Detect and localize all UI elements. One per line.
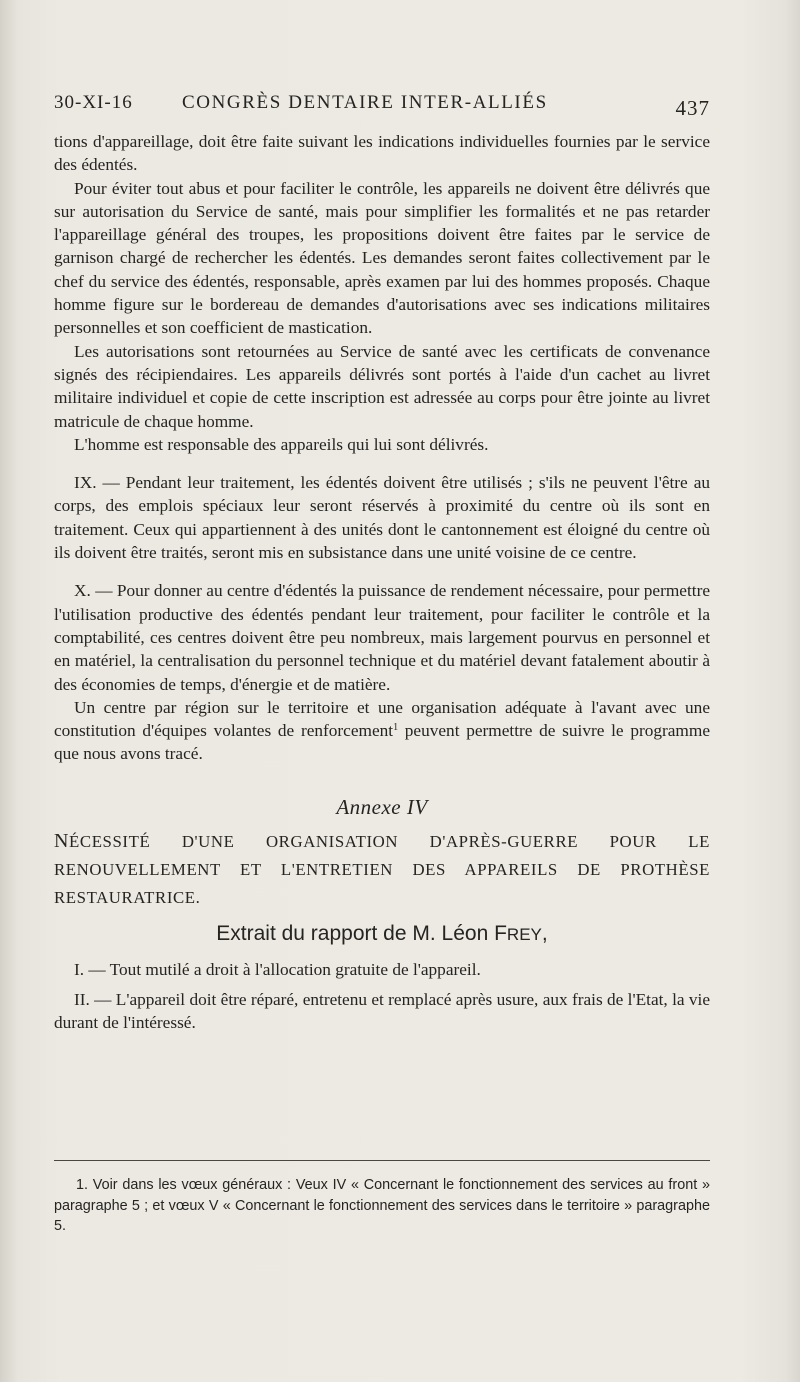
- paragraph-ix: IX. — Pendant leur traitement, les édentés doivent être utilisés ; s'ils ne peuvent l'être au corps, des emplois spéciaux leur seront réservés à proximité du centre où ils sont en traitement. Ceux qui appartiennent à des unités dont le cantonnement est éloigné du centre où ils doivent être traités, seront mis en subsistance dans une unité voisine de ce centre.: [54, 473, 710, 563]
- running-header: [54, 92, 710, 126]
- annex-heading-initial: N: [54, 830, 70, 853]
- footnote: [54, 1175, 710, 1237]
- paragraph-centre-end: peuvent permettre de suivre le programme que nous avons tracé.: [54, 721, 710, 764]
- paragraph-continued: tions d'appareillage, doit être faite suivant les indications individuelles fournies par le service des édentés.: [54, 132, 710, 175]
- paragraph-authorization: Pour éviter tout abus et pour faciliter le contrôle, les appareils ne doivent être délivrés que sur autorisation du Service de santé, mais pour simplifier les formalités et ne pas retarder l'appareillage général des troupes, les propositions doivent être faites par le service de garnison chargé de rechercher les édentés. Les demandes seront faites collectivement par le chef du service des édentés, responsable, après examen par lui des hommes proposés. Chaque homme figure sur le bordereau de demandes d'autorisations avec ses indications militaires personnelles et son coefficient de mastication.: [54, 178, 710, 338]
- paragraph-responsibility: L'homme est responsable des appareils qui lui sont délivrés.: [74, 434, 489, 454]
- paragraph-certificates: Les autorisations sont retournées au Service de santé avec les certificats de convenance signés des récipiendaires. Les appareils délivrés sont portés à l'aide d'un cachet au livret militaire individuel et copie de cette inscription est adressée au corps pour être jointe au livret matricule de chaque homme.: [54, 341, 710, 431]
- extract-name-rest: REY: [506, 925, 542, 945]
- annex-item-1: I. — Tout mutilé a droit à l'allocation gratuite de l'appareil.: [74, 960, 481, 980]
- extract-name-initial: F: [494, 922, 507, 946]
- extract-suffix: ,: [541, 922, 548, 946]
- footnote-marker: 1: [393, 722, 399, 734]
- header-title: CONGRÈS DENTAIRE INTER-ALLIÉS: [182, 92, 548, 113]
- annex-heading-text: ÉCESSITÉ D'UNE ORGANISATION D'APRÈS-GUERRE POUR LE RENOUVELLEMENT ET L'ENTRETIEN DES APPAREILS DE PROTHÈSE RESTAURATRICE.: [54, 832, 710, 908]
- main-text: [54, 130, 710, 1034]
- page-number: 437: [675, 96, 710, 120]
- report-extract-title: [54, 922, 710, 946]
- extract-prefix: Extrait du rapport de M. Léon: [216, 922, 495, 946]
- paragraph-x: X. — Pour donner au centre d'édentés la puissance de rendement nécessaire, pour permettre l'utilisation productive des édentés pendant leur traitement, pour faciliter le contrôle et la comptabilité, ces centres doivent être peu nombreux, mais largement pourvus en personnel et en matériel, la centralisation du personnel technique et du matériel devant fatalement aboutir à des économies de temps, d'énergie et de matière.: [54, 581, 710, 694]
- footnote-divider: [54, 1160, 710, 1161]
- paragraph-centre: [54, 696, 710, 766]
- header-date: 30-XI-16: [54, 92, 133, 113]
- annex-item-2: II. — L'appareil doit être réparé, entretenu et remplacé après usure, aux frais de l'Etat, la vie durant de l'intéressé.: [54, 989, 710, 1032]
- annex-title: Annexe IV: [336, 794, 428, 819]
- footnote-text: 1. Voir dans les vœux généraux : Veux IV « Concernant le fonctionnement des services au front » paragraphe 5 ; et vœux V « Concernant le fonctionnement des services dans le territoire » paragraphe 5.: [54, 1177, 710, 1234]
- annex-heading: [54, 827, 710, 912]
- paragraph-centre-text: Un centre par région sur le territoire et une organisation adéquate à l'avant avec une constitution d'équipes volantes de renforcement: [54, 697, 710, 741]
